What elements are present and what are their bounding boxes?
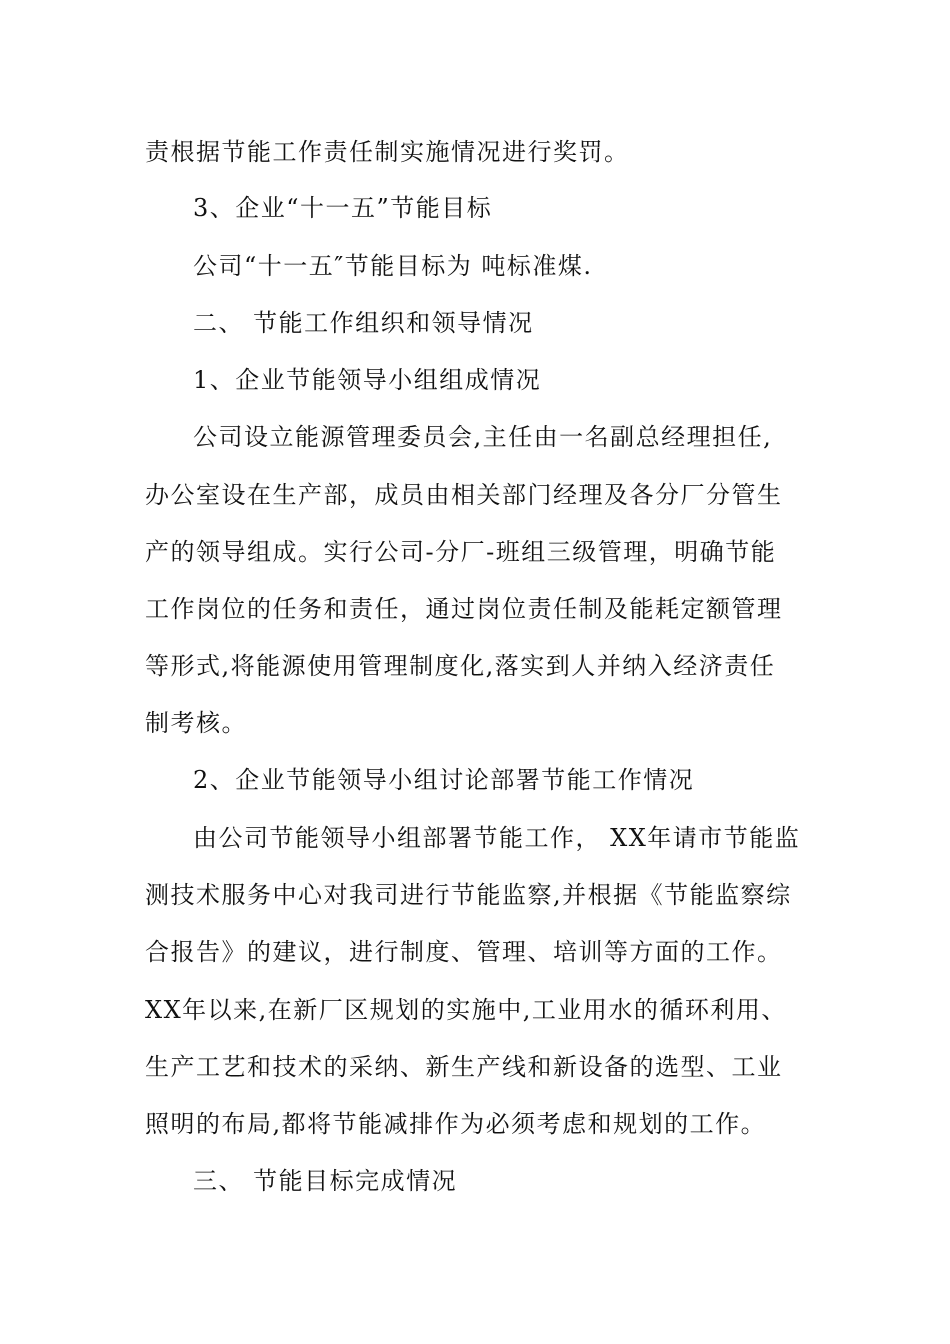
text-line: 公司“十一五″节能目标为 吨标准煤. xyxy=(193,252,593,280)
paragraph-line: 测技术服务中心对我司进行节能监察,并根据《节能监察综 xyxy=(145,881,792,909)
paragraph-line: 制考核。 xyxy=(145,709,247,737)
section-heading: 3、企业“十一五”节能目标 xyxy=(193,194,493,222)
text-line: 责根据节能工作责任制实施情况进行奖罚。 xyxy=(145,138,630,166)
section-heading: 1、企业节能领导小组组成情况 xyxy=(193,366,542,394)
paragraph-line: 办公室设在生产部，成员由相关部门经理及各分厂分管生 xyxy=(145,481,783,509)
paragraph-line: XX年以来,在新厂区规划的实施中,工业用水的循环利用、 xyxy=(145,996,787,1024)
section-heading: 三、 节能目标完成情况 xyxy=(193,1167,458,1195)
paragraph-line: 照明的布局,都将节能减排作为必须考虑和规划的工作。 xyxy=(145,1110,767,1138)
paragraph-line: 合报告》的建议，进行制度、管理、培训等方面的工作。 xyxy=(145,938,783,966)
paragraph-line: 工作岗位的任务和责任，通过岗位责任制及能耗定额管理 xyxy=(145,595,783,623)
paragraph-line: 生产工艺和技术的采纳、新生产线和新设备的选型、工业 xyxy=(145,1053,783,1081)
section-heading: 2、企业节能领导小组讨论部署节能工作情况 xyxy=(193,766,695,794)
paragraph-line: 由公司节能领导小组部署节能工作， XX年请市节能监 xyxy=(193,824,801,852)
paragraph-line: 公司设立能源管理委员会,主任由一名副总经理担任, xyxy=(193,423,773,451)
section-heading: 二、 节能工作组织和领导情况 xyxy=(193,309,534,337)
paragraph-line: 等形式,将能源使用管理制度化,落实到人并纳入经济责任 xyxy=(145,652,776,680)
paragraph-line: 产的领导组成。实行公司-分厂-班组三级管理，明确节能 xyxy=(145,538,777,566)
